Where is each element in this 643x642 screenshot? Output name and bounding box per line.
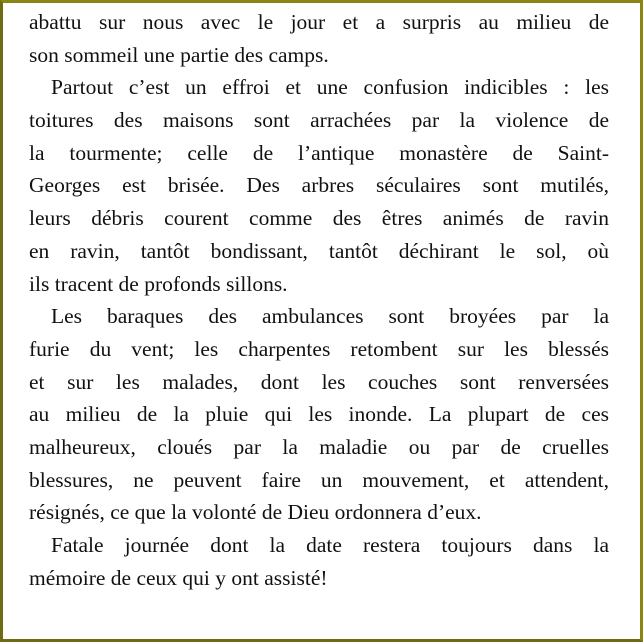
text-line: et sur les malades, dont les couches sont renversées [29,369,609,394]
text-line: en ravin, tantôt bondissant, tantôt déchirant le sol, où [29,238,609,263]
text-line: Les baraques des ambulances sont broyées par la [51,304,609,329]
paragraph-1 [29,6,609,71]
text-line: leurs débris courent comme des êtres animés de ravin [29,206,609,231]
paragraph-2 [29,71,609,300]
text-line: Partout c’est un effroi et une confusion indicibles : les [51,75,609,100]
text-line: ils tracent de profonds sillons. [29,271,288,296]
text-line: Fatale journée dont la date restera toujours dans la [51,533,609,557]
text-line: son sommeil une partie des camps. [29,42,329,67]
text-line: résignés, ce que la volonté de Dieu ordonnera d’eux. [29,500,482,525]
text-line: au milieu de la pluie qui les inonde. La plupart de ces [29,402,609,427]
text-line: malheureux, cloués par la maladie ou par de cruelles [29,434,609,459]
text-line: blessures, ne peuvent faire un mouvement, et attendent, [29,467,609,492]
paragraph-4 [29,529,609,594]
text-line: furie du vent; les charpentes retombent sur les blessés [29,336,609,361]
text-line: toitures des maisons sont arrachées par la violence de [29,108,609,133]
text-line: la tourmente; celle de l’antique monastère de Saint- [29,140,609,165]
paragraph-3 [29,300,609,529]
text-line: mémoire de ceux qui y ont assisté! [29,565,328,590]
body-text [29,6,609,594]
text-line: abattu sur nous avec le jour et a surpris au milieu de [29,10,609,34]
text-line: Georges est brisée. Des arbres séculaires sont mutilés, [29,173,609,198]
